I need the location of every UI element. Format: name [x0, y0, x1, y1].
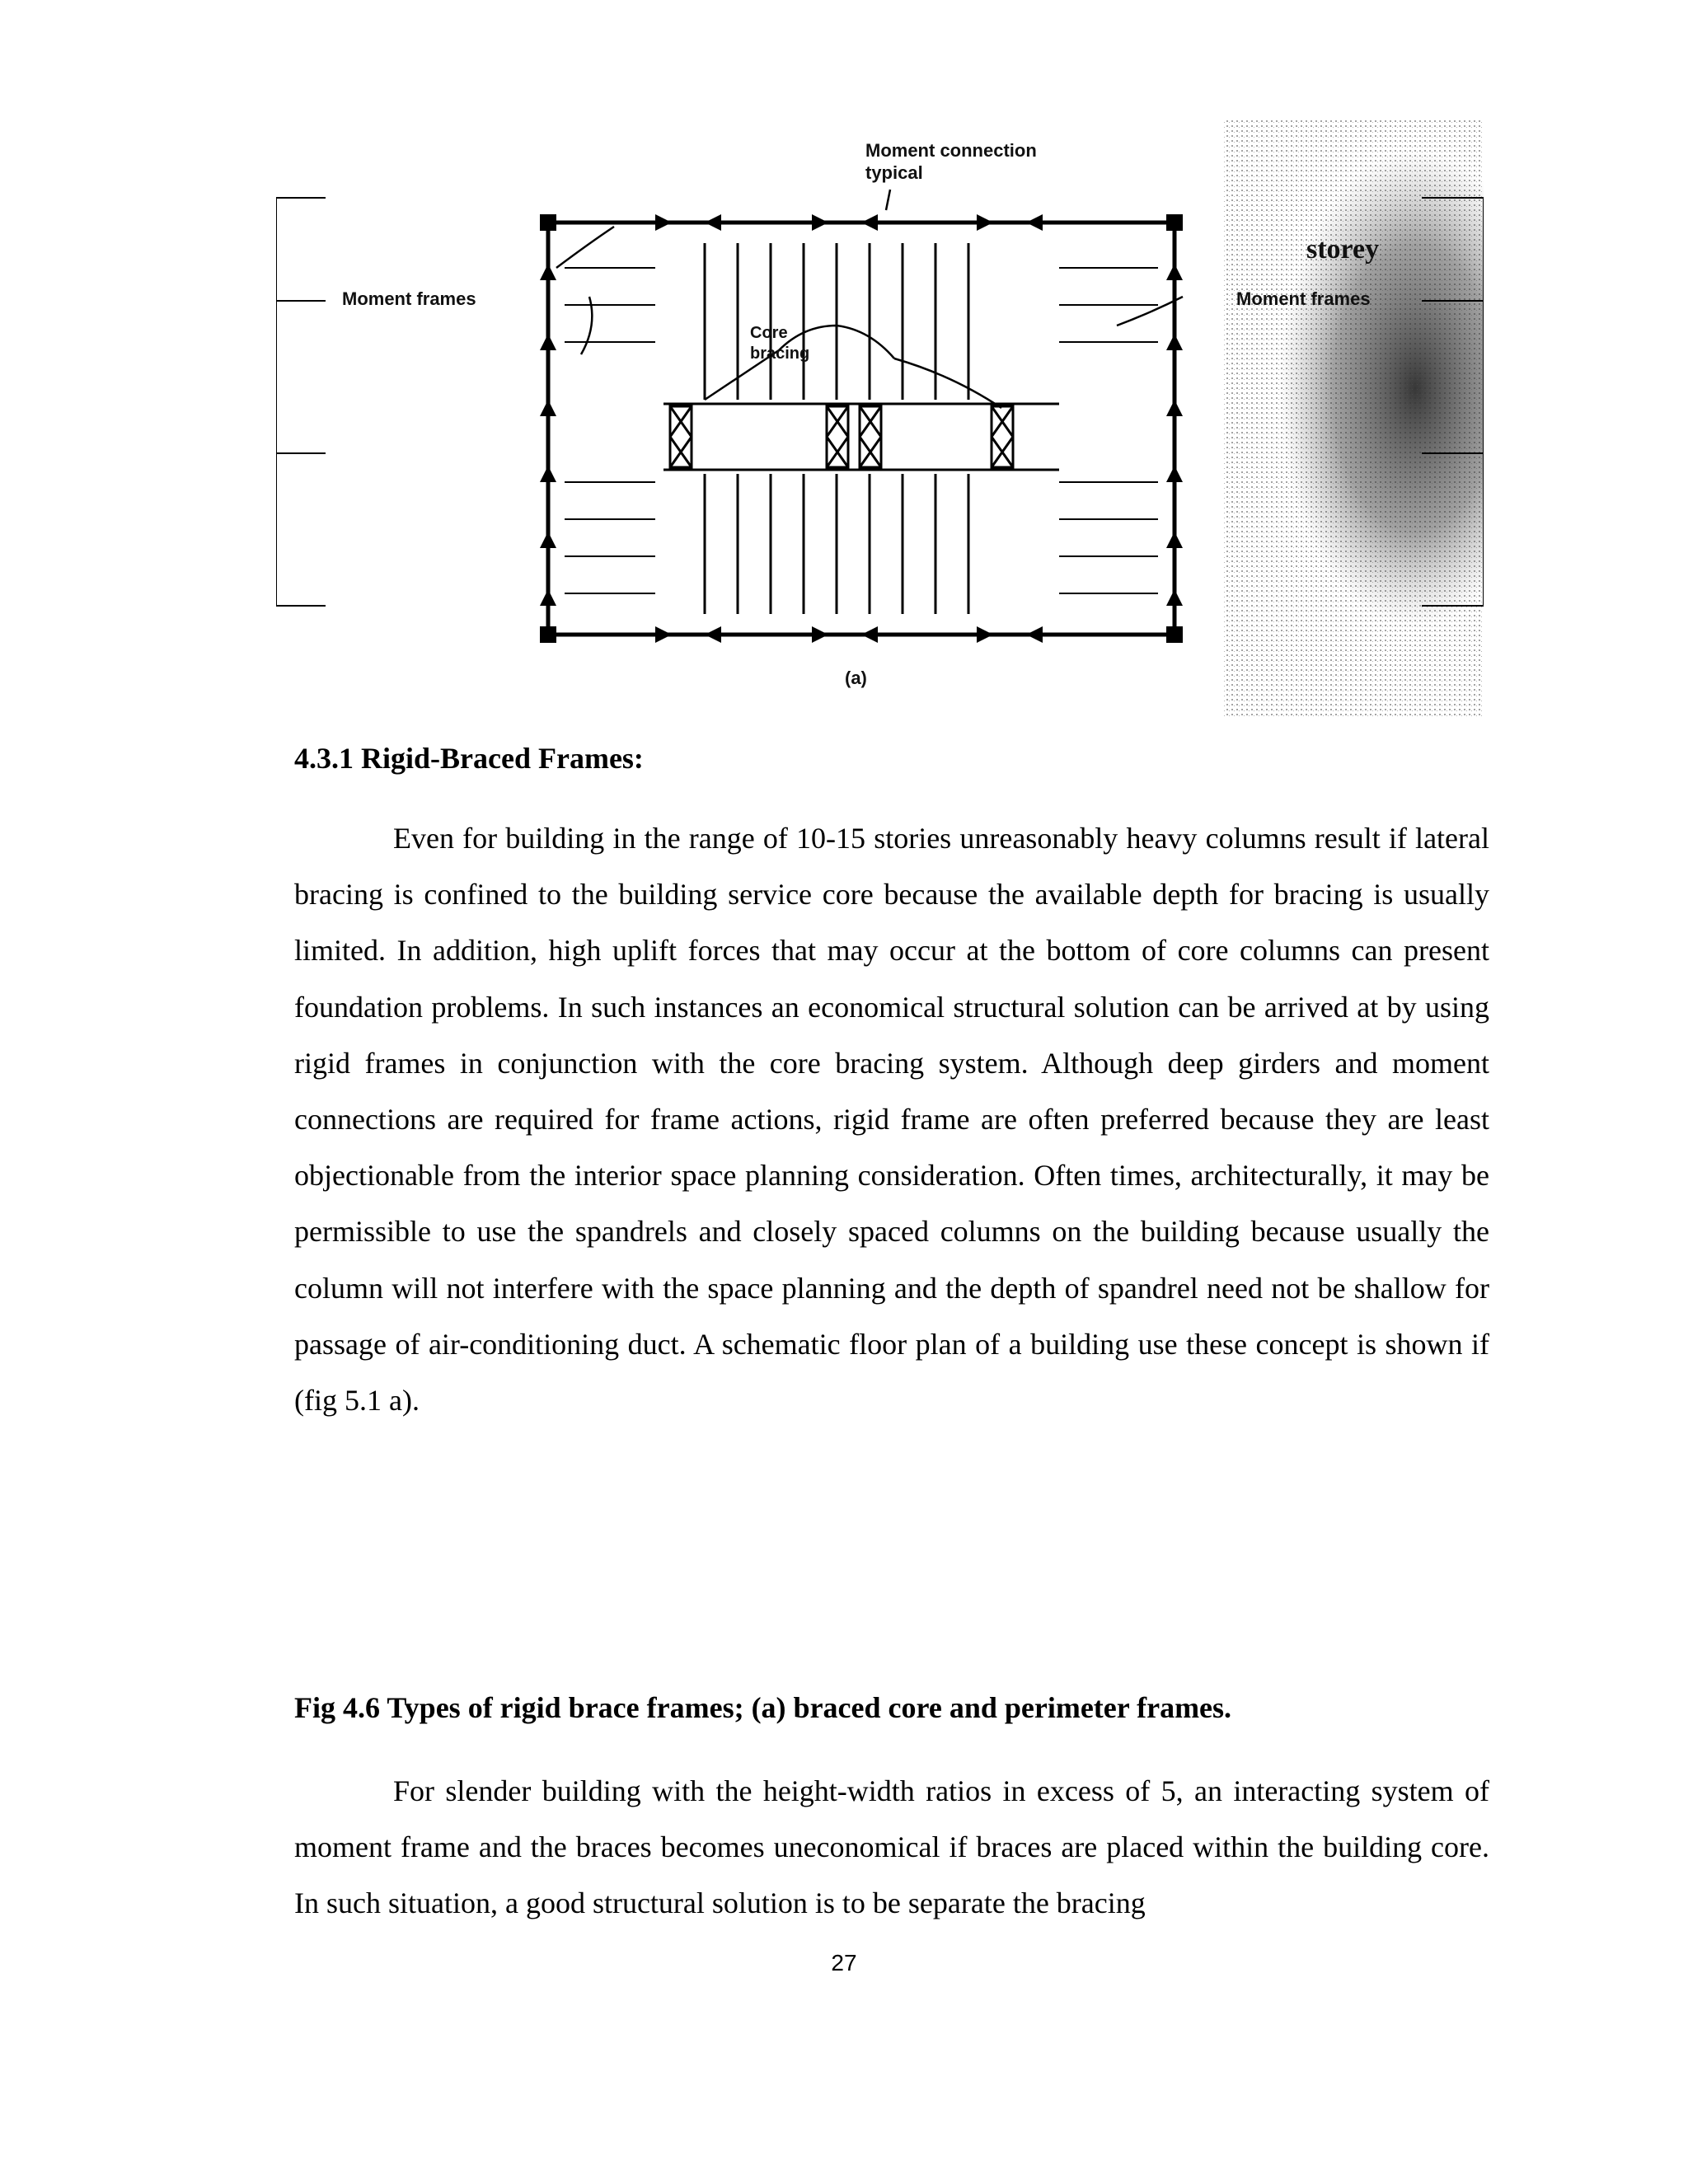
section-heading: 4.3.1 Rigid-Braced Frames: — [294, 742, 644, 775]
page-number: 27 — [831, 1950, 857, 1975]
core-bracing-label-line1: Core — [750, 324, 788, 342]
body-paragraph-2: For slender building with the height-width ratios in excess of 5, an interacting system of moment frame and the braces becomes uneconomical if braces are placed within the building core. In such situation, a good structural solution is to be separate the bracing — [294, 1774, 1489, 1920]
perimeter-frame — [548, 223, 1175, 635]
core-lines — [663, 404, 1059, 470]
storey-fragment-label: storey — [1306, 234, 1380, 265]
scan-speckle — [1224, 120, 1484, 717]
vertical-beams — [705, 243, 968, 614]
moment-frames-left-label: Moment frames — [342, 288, 476, 309]
moment-connection-label-line2: typical — [865, 162, 923, 183]
joists — [565, 268, 1158, 593]
body-paragraph-1: Even for building in the range of 10-15 stories unreasonably heavy columns result if lateral bracing is confined to the building service core because the available depth for bracing is usually limited. In addition, high uplift forces that may occur at the bottom of core columns can present foundation problems. In such instances an economical structural solution can be arrived at by using rigid frames in conjunction with the core bracing system. Although deep girders and moment connections are required for frame actions, rigid frame are often preferred because they are least objectionable from the interior space planning consideration. Often times, architecturally, it may be permissible to use the spandrels and closely spaced columns on the building because usually the column will not interfere with the space planning and the depth of spandrel need not be shallow for passage of air-conditioning duct. A schematic floor plan of a building use these concept is shown if (fig 5.1 a). — [294, 822, 1489, 1418]
core-bracing-label-line2: bracing — [750, 344, 810, 363]
moment-connection-label-line1: Moment connection — [865, 140, 1037, 161]
figure-sub-label: (a) — [845, 668, 867, 688]
moment-frames-right-label: Moment frames — [1236, 288, 1371, 309]
figure-caption: Fig 4.6 Types of rigid brace frames; (a) braced core and perimeter frames. — [294, 1691, 1232, 1724]
core-bracing-marks — [670, 406, 1013, 467]
floor-plan-diagram — [276, 120, 1484, 717]
floor-plan-figure — [276, 120, 1484, 717]
column-markers — [540, 214, 1183, 643]
